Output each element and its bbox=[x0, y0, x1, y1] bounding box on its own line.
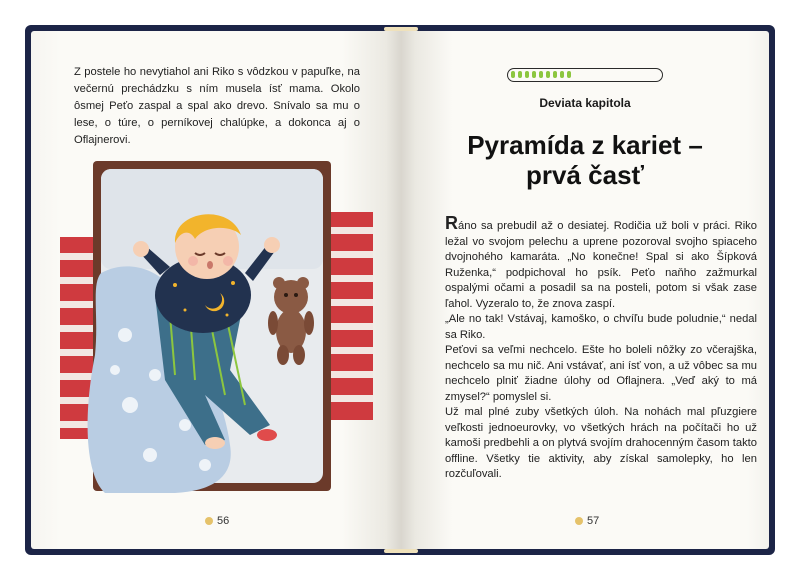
left-page-text: Z postele ho nevytiahol ani Riko s vôdzkou v papuľke, na večernú prechádzku s ním musela ísť mama. Okolo ôsmej Peťo zaspal a spal ako drevo. Snívalo sa mu o lese, o túre, o perníkovej chalúpke, a dokonca aj o Oflajnerovi. bbox=[74, 66, 360, 146]
story-text bbox=[445, 213, 757, 483]
progress-segment bbox=[560, 71, 564, 78]
chapter-label: Deviata kapitola bbox=[539, 96, 631, 110]
progress-segment bbox=[553, 71, 557, 78]
right-page-number bbox=[575, 515, 599, 527]
left-page-number bbox=[205, 515, 229, 527]
progress-segment bbox=[567, 71, 571, 78]
left-page-number-text: 56 bbox=[217, 515, 230, 527]
story-paragraph: Ráno sa prebudil až o desiatej. Rodičia už boli v práci. Riko ležal vo svojom pelechu a uprene pozoroval svojho spiaceho dvojnohého kamaráta. „No konečne! Spal si ako Šípková Ruženka,“ podpichoval ho psík. Peťo naňho zažmurkal ospalými očami a posadil sa na posteli, potom si však zase ľahol. Vyzeralo to, že znova zaspí. bbox=[445, 213, 757, 310]
coin-icon bbox=[575, 517, 583, 525]
progress-segment bbox=[532, 71, 536, 78]
right-page-number-text: 57 bbox=[587, 515, 600, 527]
chapter-title bbox=[450, 130, 720, 190]
coin-icon bbox=[205, 517, 213, 525]
spine-bottom bbox=[384, 549, 418, 553]
progress-segment bbox=[546, 71, 550, 78]
story-paragraph: Už mal plné zuby všetkých úloh. Na nohách mal pľuzgiere veľkosti jednoeurovky, vo všetkých hrách na počítači ho už kamoši predbehli a on plytvá svojím drahocenným časom takto offline. Všetky tie aktivity, aby získal samolepky, ho len rozčuľovali. bbox=[445, 406, 757, 480]
chapter-title-line1: Pyramída z kariet – bbox=[467, 130, 703, 160]
chapter-progress-bar bbox=[507, 68, 663, 82]
progress-segment bbox=[518, 71, 522, 78]
progress-segment bbox=[539, 71, 543, 78]
progress-segment bbox=[511, 71, 515, 78]
chapter-title-line2: prvá časť bbox=[526, 160, 644, 190]
drop-cap: R bbox=[445, 213, 458, 233]
story-paragraph: „Ale no tak! Vstávaj, kamoško, o chvíľu bude poludnie,“ nedal sa Riko. bbox=[445, 313, 757, 341]
sleeping-boy-illustration bbox=[55, 155, 385, 500]
spine-top bbox=[384, 27, 418, 31]
progress-segment bbox=[525, 71, 529, 78]
story-paragraph: Peťovi sa veľmi nechcelo. Ešte ho boleli nôžky zo včerajška, nechcelo sa mu nič. Ani vstávať, ani ísť von, a už vôbec sa mu nechcelo plniť žiadne úlohy od Oflajnera. „Veď aký to má zmysel?“ pomyslel si. bbox=[445, 344, 757, 403]
